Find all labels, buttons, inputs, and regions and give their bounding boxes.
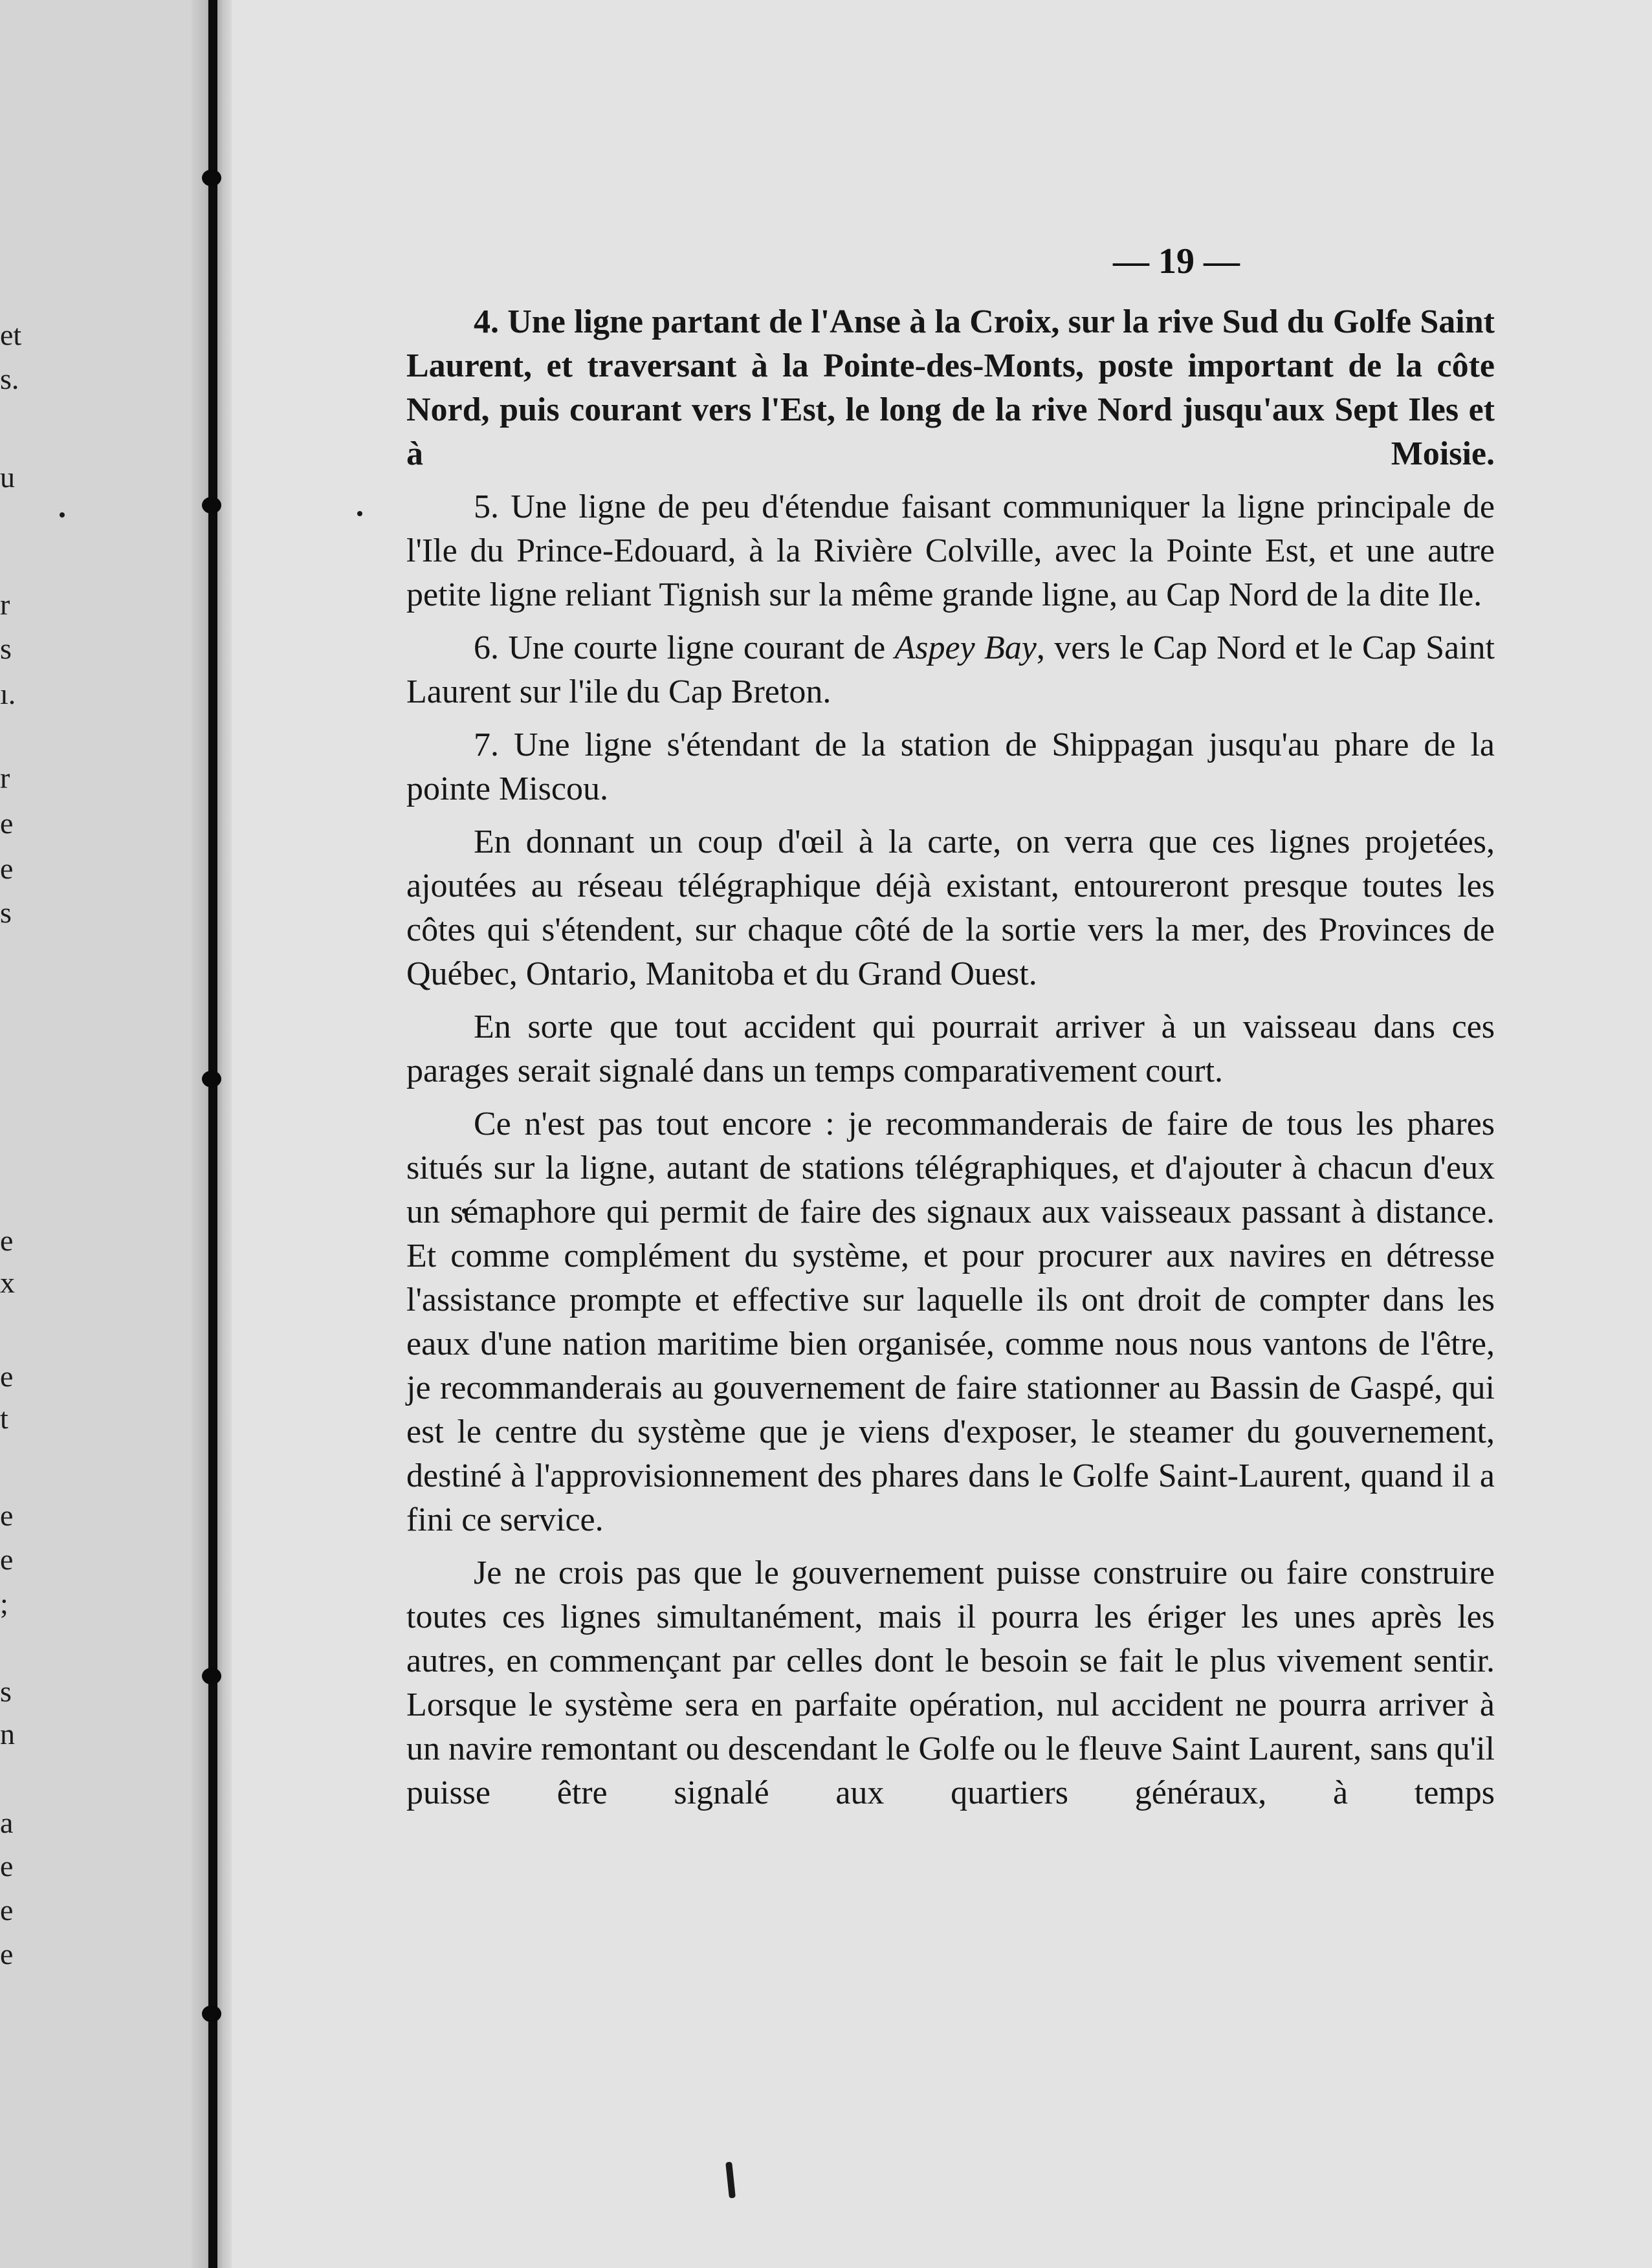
paragraph-carte: En donnant un coup d'œil à la carte, on verra que ces lignes projetées, ajoutées au réseau télégraphique déjà existant, entoureront presque toutes les côtes qui s'étendent, sur chaque côté de la sortie vers la mer, des Provinces de Québec, Ontario, Manitoba et du Grand Ouest.: [406, 823, 1495, 992]
binding-stitch: [202, 497, 221, 514]
left-page-char: et: [0, 318, 22, 351]
left-page-char: e: [0, 807, 14, 840]
paragraph-accident: En sorte que tout accident qui pourrait arriver à un vaisseau dans ces parages serait signalé dans un temps comparativement court.: [406, 1009, 1495, 1089]
page-number: — 19 —: [1113, 241, 1240, 281]
left-page-char: n: [0, 1717, 15, 1750]
left-page-char: r: [0, 588, 10, 621]
ink-speck: [60, 512, 65, 518]
left-page-char: x: [0, 1266, 15, 1299]
left-page-char: e: [0, 1849, 14, 1882]
left-page-char: a: [0, 1806, 14, 1839]
left-page-char: s: [0, 632, 12, 665]
paragraph-gouvernement: Je ne crois pas que le gouvernement puisse construire ou faire construire toutes ces lignes simultanément, mais il pourra les ériger les unes après les autres, en commençant par celles dont le besoin se fait le plus vivement sentir. Lorsque le système sera en parfaite opération, nul accident ne pourra arriver à un navire remontant ou descendant le Golfe ou le fleuve Saint Laurent, sans qu'il puisse être signalé aux quartiers généraux, à temps: [406, 1554, 1495, 1811]
paragraph-item-6: [406, 626, 1495, 714]
paragraph-item-5: 5. Une ligne de peu d'étendue faisant communiquer la ligne principale de l'Ile du Prince-Edouard, à la Rivière Colville, avec la Pointe Est, et une autre petite ligne reliant Tignish sur la même grande ligne, au Cap Nord de la dite Ile.: [406, 488, 1495, 613]
left-page-char: ı.: [0, 677, 16, 710]
left-page-char: e: [0, 1224, 14, 1257]
paragraph-phares: Ce n'est pas tout encore : je recommanderais de faire de tous les phares situés sur la ligne, autant de stations télégraphiques, et d'ajouter à chacun d'eux un sémaphore qui permit de faire des signaux aux vaisseaux passant à distance. Et comme complément du système, et pour procurer aux navires en détresse l'assistance prompte et effective sur laquelle ils ont droit de compter dans les eaux d'une nation maritime bien organisée, comme nous nous vantons de l'être, je recommanderais au gouvernement de faire stationner au Bassin de Gaspé, qui est le centre du système que je viens d'exposer, le steamer du gouvernement, destiné à l'approvisionnement des phares dans le Golfe Saint-Laurent, quand il a fini ce service.: [406, 1106, 1495, 1538]
left-page-char: e: [0, 1499, 14, 1532]
left-page-char: e: [0, 1360, 14, 1393]
left-page-char: e: [0, 1543, 14, 1576]
item-6-text-end: , vers le Cap Nord et le Cap Saint Laurent sur l'ile du Cap Breton.: [406, 629, 1495, 710]
left-page-char: e: [0, 1893, 14, 1926]
paragraph-item-4: 4. Une ligne partant de l'Anse à la Croix, sur la rive Sud du Golfe Saint Laurent, et traversant à la Pointe-des-Monts, poste important de la côte Nord, puis courant vers l'Est, le long de la rive Nord jusqu'aux Sept Iles et à Moisie.: [406, 303, 1495, 472]
left-page-char: t: [0, 1402, 8, 1435]
paragraph-item-7: 7. Une ligne s'étendant de la station de Shippagan jusqu'au phare de la pointe Miscou.: [406, 726, 1495, 807]
left-page-char: r: [0, 761, 10, 794]
left-page-char: e: [0, 1937, 14, 1970]
left-page-char: s: [0, 896, 12, 929]
item-6-text-start: 6. Une courte ligne courant de: [474, 629, 895, 666]
binding-stitch: [202, 1071, 221, 1087]
body-text: [406, 300, 1495, 1815]
left-page-char: ;: [0, 1587, 8, 1620]
left-page-char: s.: [0, 362, 19, 395]
left-page-char: s: [0, 1675, 12, 1708]
left-page-fragment: [0, 0, 206, 2268]
left-page-char: u: [0, 461, 15, 494]
binding-stitch: [202, 2005, 221, 2022]
ink-speck: [357, 511, 362, 516]
binding-stitch: [202, 1668, 221, 1685]
binding-stitch: [202, 169, 221, 186]
item-6-place-name: Aspey Bay: [894, 629, 1037, 666]
binding-thread: [208, 0, 217, 2268]
left-page-char: e: [0, 852, 14, 885]
